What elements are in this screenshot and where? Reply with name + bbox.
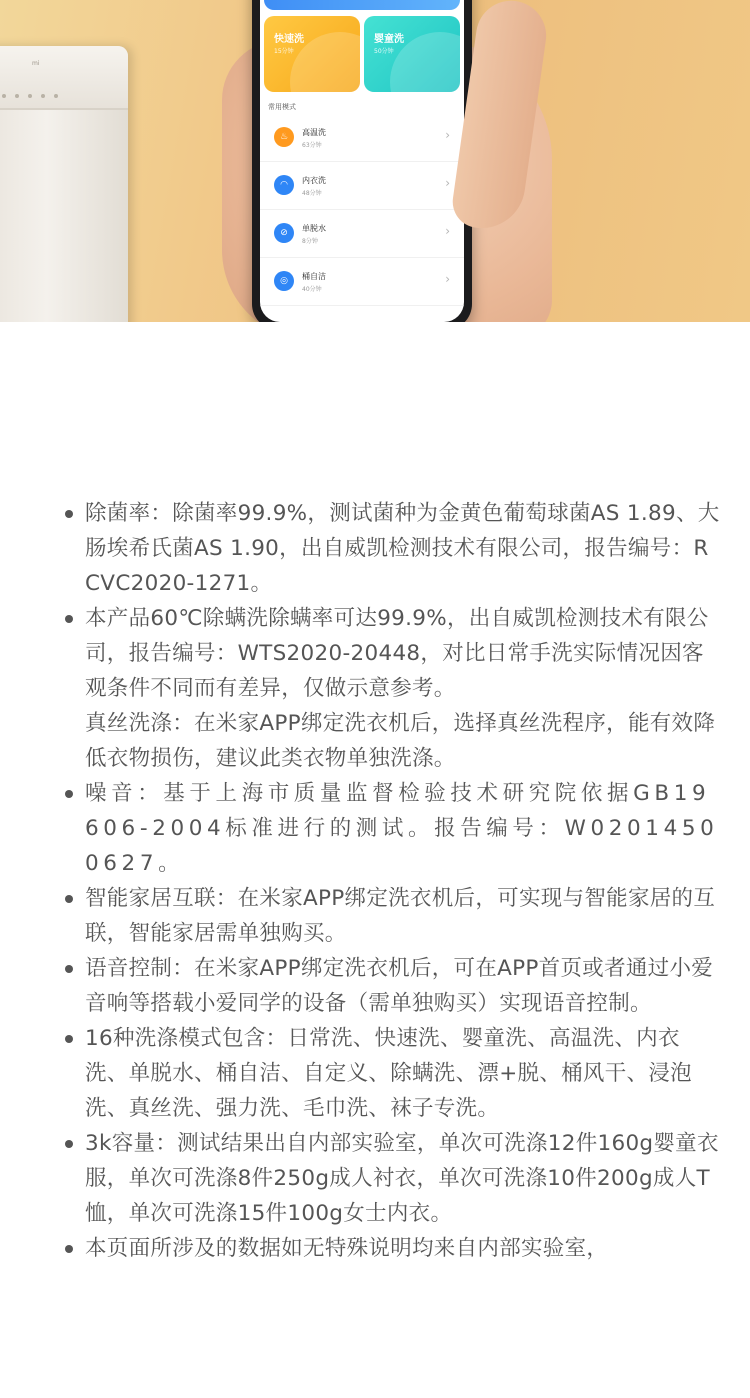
list-item-time: 40分钟 — [302, 286, 322, 293]
note-item: 智能家居互联：在米家APP绑定洗衣机后，可实现与智能家居的互联，智能家居需单独购买。 — [62, 881, 722, 951]
note-item: 语音控制：在米家APP绑定洗衣机后，可在APP首页或者通过小爱音响等搭载小爱同学的设备（需单独购买）实现语音控制。 — [62, 951, 722, 1021]
list-item-time: 8分钟 — [302, 238, 318, 245]
phone — [252, 0, 472, 322]
note-item: 除菌率：除菌率99.9%，测试菌种为金黄色葡萄球菌AS 1.89、大肠埃希氏菌AS 1.90，出自威凯检测技术有限公司，报告编号：RCVC2020-1271。 — [62, 496, 722, 601]
chevron-right-icon: › — [445, 272, 450, 286]
mode-card-fast-wash — [264, 16, 360, 92]
list-item-name: 高温洗 — [302, 128, 326, 137]
underwear-icon: ◠ — [274, 175, 294, 195]
washing-machine-image — [0, 46, 128, 322]
list-item-name: 桶自洁 — [302, 272, 326, 281]
list-item-time: 63分钟 — [302, 142, 322, 149]
note-item: 16种洗涤模式包含：日常洗、快速洗、婴童洗、高温洗、内衣洗、单脱水、桶自洁、自定义、除螨洗、漂+脱、桶风干、浸泡洗、真丝洗、强力洗、毛巾洗、袜子专洗。 — [62, 1021, 722, 1126]
note-item: 噪音：基于上海市质量监督检验技术研究院依据GB19606-2004标准进行的测试。报告编号：W02014500627。 — [62, 776, 722, 881]
mode-card-time: 50分钟 — [374, 48, 394, 55]
washer-logo: mi — [32, 60, 40, 67]
spin-dry-icon: ⊘ — [274, 223, 294, 243]
mode-card-time: 15分钟 — [274, 48, 294, 55]
flame-icon: ♨ — [274, 127, 294, 147]
mode-card-baby-wash — [364, 16, 460, 92]
disclaimer-list — [62, 496, 722, 1266]
list-item-time: 48分钟 — [302, 190, 322, 197]
washer-buttons — [2, 94, 58, 98]
list-item-drum-clean — [260, 258, 464, 306]
note-item: 本页面所涉及的数据如无特殊说明均来自内部实验室， — [62, 1231, 722, 1266]
section-label: 常用模式 — [268, 103, 296, 111]
mode-card-name: 快速洗 — [274, 34, 304, 45]
chevron-right-icon: › — [445, 176, 450, 190]
chevron-right-icon: › — [445, 224, 450, 238]
daily-wash-card — [264, 0, 460, 10]
list-item-spin-dry — [260, 210, 464, 258]
phone-screen — [260, 0, 464, 322]
note-item: 3k容量：测试结果出自内部实验室，单次可洗涤12件160g婴童衣服，单次可洗涤8件250g成人衬衣，单次可洗涤10件200g成人T恤，单次可洗涤15件100g女士内衣。 — [62, 1126, 722, 1231]
drum-clean-icon: ◎ — [274, 271, 294, 291]
note-item: 本产品60℃除螨洗除螨率可达99.9%，出自威凯检测技术有限公司，报告编号：WTS2020-20448，对比日常手洗实际情况因客观条件不同而有差异，仅做示意参考。 — [62, 601, 722, 706]
washer-control-panel — [0, 46, 128, 110]
list-item-high-temp — [260, 114, 464, 162]
list-item-underwear — [260, 162, 464, 210]
chevron-right-icon: › — [445, 128, 450, 142]
list-item-name: 内衣洗 — [302, 176, 326, 185]
mode-card-name: 婴童洗 — [374, 34, 404, 45]
hero-image — [0, 0, 750, 322]
list-item-name: 单脱水 — [302, 224, 326, 233]
note-item-continuation: 真丝洗涤：在米家APP绑定洗衣机后，选择真丝洗程序，能有效降低衣物损伤，建议此类衣物单独洗涤。 — [85, 711, 716, 771]
